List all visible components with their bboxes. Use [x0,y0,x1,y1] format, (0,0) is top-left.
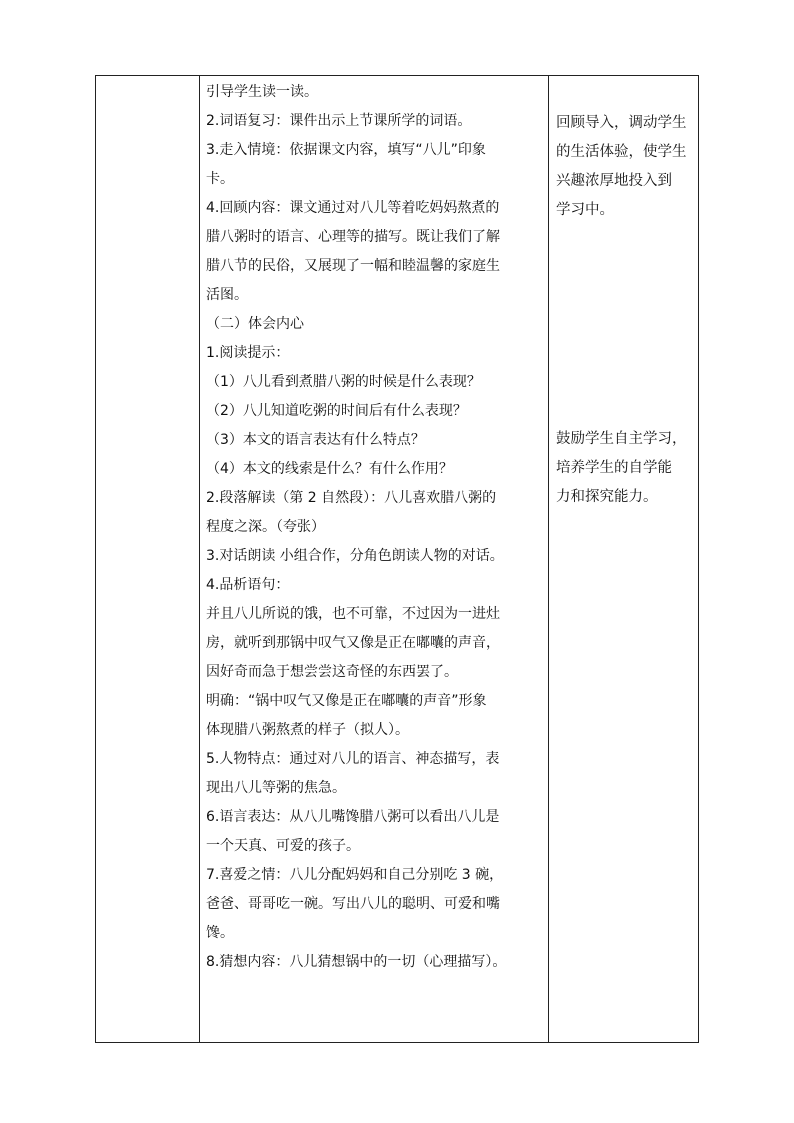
text-line: 卡。 [206,171,234,187]
text-line: 一个天真、可爱的孩子。 [206,838,360,854]
text-line: 2.段落解读（第 2 自然段）：八儿喜欢腊八粥的 [206,490,497,506]
text-line: 1.阅读提示： [206,345,290,361]
text-line: 回顾导入，调动学生 [556,115,687,131]
teaching-process-cell [206,78,546,977]
text-line: 8.猜想内容：八儿猜想锅中的一切（心理描写）。 [206,954,507,970]
column-divider [199,76,200,1042]
lesson-plan-table [95,75,699,1043]
text-line: 7.喜爱之情：八儿分配妈妈和自己分别吃 3 碗， [206,867,504,883]
text-line: （1）八儿看到煮腊八粥的时候是什么表现？ [206,374,481,390]
text-line: 2.词语复习：课件出示上节课所学的词语。 [206,113,472,129]
text-line: 4.品析语句： [206,577,290,593]
text-line: （3）本文的语言表达有什么特点？ [206,432,425,448]
text-line: （4）本文的线索是什么？有什么作用？ [206,461,453,477]
text-line: 因好奇而急于想尝尝这奇怪的东西罢了。 [206,664,458,680]
text-line: 馋。 [206,925,234,941]
text-line: 鼓励学生自主学习， [556,431,687,447]
design-intent-cell-self-study [556,425,696,512]
text-line: 培养学生的自学能 [556,460,672,476]
text-line: （2）八儿知道吃粥的时间后有什么表现？ [206,403,467,419]
text-line: 6.语言表达：从八儿嘴馋腊八粥可以看出八儿是 [206,809,500,825]
text-line: 明确：“锅中叹气又像是正在嘟囔的声音”形象 [206,693,487,709]
text-line: 程度之深。（夸张） [206,519,325,535]
text-line: 腊八节的民俗，又展现了一幅和睦温馨的家庭生 [206,258,500,274]
text-line: 的生活体验，使学生 [556,144,687,160]
section-heading: （二）体会内心 [206,316,304,332]
text-line: 体现腊八粥熬煮的样子（拟人）。 [206,722,409,738]
text-line: 3.对话朗读 小组合作，分角色朗读人物的对话。 [206,548,504,564]
text-line: 3.走入情境：依据课文内容，填写“八儿”印象 [206,142,486,158]
column-divider [548,76,549,1042]
text-line: 爸爸、哥哥吃一碗。写出八儿的聪明、可爱和嘴 [206,896,500,912]
text-line: 兴趣浓厚地投入到 [556,173,672,189]
text-line: 房，就听到那锅中叹气又像是正在嘟囔的声音， [206,635,500,651]
text-line: 引导学生读一读。 [206,84,318,100]
text-line: 并且八儿所说的饿，也不可靠，不过因为一进灶 [206,606,500,622]
text-line: 现出八儿等粥的焦急。 [206,780,346,796]
design-intent-cell-review [556,109,696,225]
text-line: 力和探究能力。 [556,489,658,505]
text-line: 5.人物特点：通过对八儿的语言、神态描写，表 [206,751,500,767]
text-line: 学习中。 [556,202,614,218]
text-line: 4.回顾内容：课文通过对八儿等着吃妈妈熬煮的 [206,200,500,216]
text-line: 活图。 [206,287,248,303]
text-line: 腊八粥时的语言、心理等的描写。既让我们了解 [206,229,500,245]
